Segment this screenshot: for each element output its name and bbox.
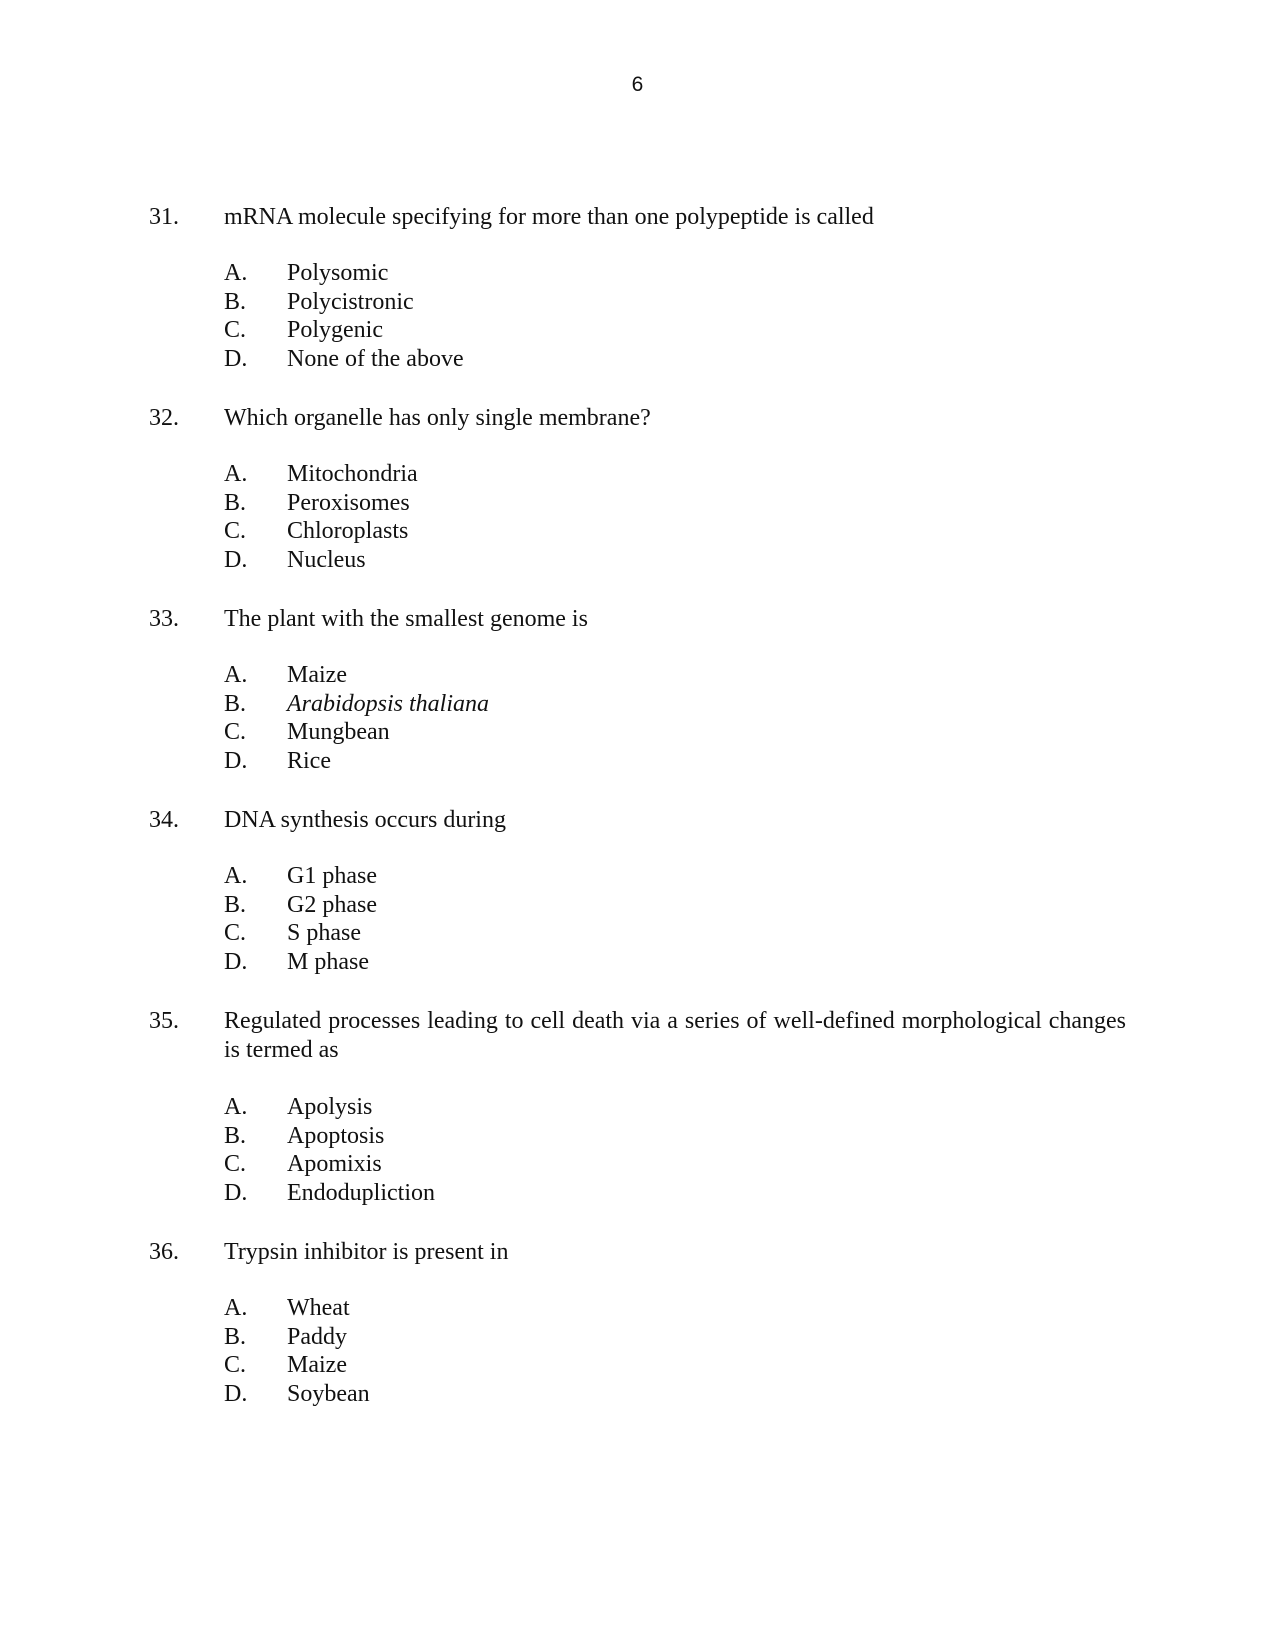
question-text: The plant with the smallest genome is <box>224 606 588 632</box>
option-letter: B. <box>224 891 247 918</box>
option-text: Polysomic <box>287 260 389 286</box>
option-text: Rice <box>287 748 331 775</box>
option-letter: D. <box>224 949 248 976</box>
option-text: Maize <box>287 1352 347 1379</box>
option-letter: C. <box>224 719 247 746</box>
option-text: Soybean <box>287 1381 370 1408</box>
option-letter: D. <box>224 1180 248 1207</box>
option-letter: B. <box>224 1323 247 1350</box>
question-text: Which organelle has only single membrane? <box>224 405 651 431</box>
option-letter: C. <box>224 518 247 545</box>
option-letter: C. <box>224 920 247 947</box>
question-number: 36. <box>149 1239 179 1265</box>
option-letter: C. <box>224 1151 247 1178</box>
option-letter: B. <box>224 489 247 516</box>
option-text: Apolysis <box>287 1094 373 1120</box>
option-text: Paddy <box>287 1323 347 1350</box>
option-text: Endodupliction <box>287 1180 435 1207</box>
option-text: Polygenic <box>287 317 383 344</box>
option-letter: A. <box>224 260 248 286</box>
option-text: Apomixis <box>287 1151 382 1178</box>
page-number: 6 <box>631 73 644 96</box>
option-text: Mungbean <box>287 719 390 746</box>
question-text: Regulated processes leading to cell death via a series of well-defined morphological changes is termed as <box>224 1008 1126 1063</box>
option-text: Apoptosis <box>287 1122 385 1149</box>
question-text: mRNA molecule specifying for more than one polypeptide is called <box>224 204 874 230</box>
option-text: Peroxisomes <box>287 489 410 516</box>
question-number: 31. <box>149 204 179 230</box>
option-text: Nucleus <box>287 547 366 574</box>
option-text: Chloroplasts <box>287 518 409 545</box>
option-letter: B. <box>224 288 247 315</box>
option-text: Mitochondria <box>287 461 418 487</box>
option-text: G1 phase <box>287 863 377 889</box>
option-text: Wheat <box>287 1295 350 1321</box>
option-letter: D. <box>224 1381 248 1408</box>
option-letter: B. <box>224 690 247 717</box>
option-text: Polycistronic <box>287 288 414 315</box>
question-number: 33. <box>149 606 179 632</box>
question-number: 35. <box>149 1008 179 1034</box>
option-letter: A. <box>224 1295 248 1321</box>
option-letter: D. <box>224 346 248 373</box>
option-letter: D. <box>224 748 248 775</box>
option-text: G2 phase <box>287 891 377 918</box>
option-letter: D. <box>224 547 248 574</box>
question-text: Trypsin inhibitor is present in <box>224 1239 509 1265</box>
option-letter: A. <box>224 662 248 688</box>
option-letter: B. <box>224 1122 247 1149</box>
option-text: M phase <box>287 949 369 976</box>
question-text: DNA synthesis occurs during <box>224 807 506 833</box>
option-text: Arabidopsis thaliana <box>287 690 490 717</box>
option-letter: A. <box>224 1094 248 1120</box>
option-letter: A. <box>224 461 248 487</box>
option-text: None of the above <box>287 346 464 373</box>
option-text: S phase <box>287 920 361 947</box>
option-letter: C. <box>224 317 247 344</box>
question-number: 32. <box>149 405 179 431</box>
option-letter: A. <box>224 863 248 889</box>
option-text: Maize <box>287 662 347 688</box>
question-number: 34. <box>149 807 179 833</box>
option-letter: C. <box>224 1352 247 1379</box>
